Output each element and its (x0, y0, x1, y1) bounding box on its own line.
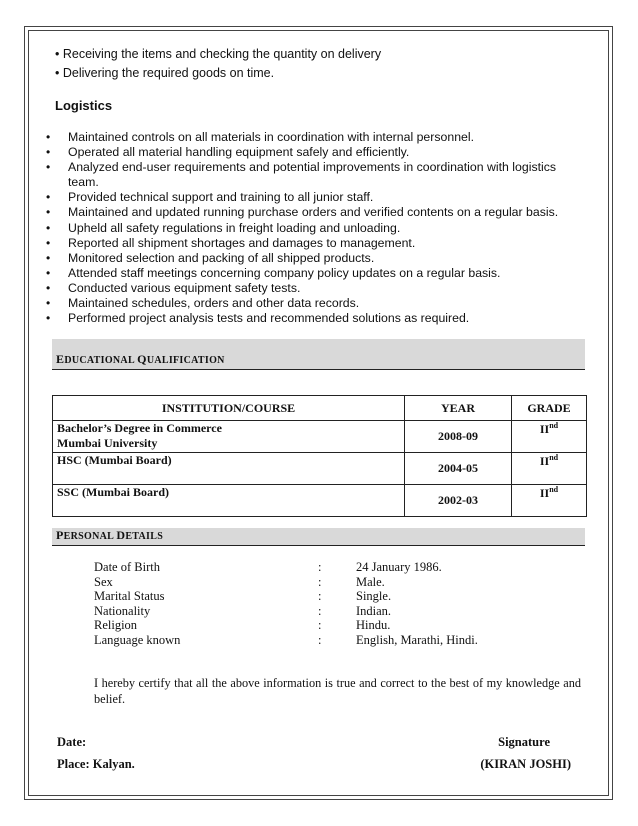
institution-name: Mumbai University (57, 436, 158, 450)
personal-label: Religion (94, 618, 138, 633)
header-grade: GRADE (512, 396, 587, 421)
grade-cell: IInd (512, 485, 587, 517)
year-cell: 2004-05 (405, 453, 512, 485)
list-item: • Maintained and updated running purchase orders and verified contents on a regular basis. (46, 205, 586, 220)
personal-label: Sex (94, 574, 113, 589)
year-cell: 2008-09 (405, 421, 512, 453)
course-name: HSC (Mumbai Board) (57, 453, 172, 467)
list-item: • Conducted various equipment safety tests. (46, 281, 586, 296)
date-label: Date: (57, 735, 87, 749)
table-header-row (53, 396, 587, 421)
education-section-title: EDUCATIONAL QUALIFICATION (56, 352, 225, 366)
header-year: YEAR (405, 396, 512, 421)
list-item: • Performed project analysis tests and recommended solutions as required. (46, 311, 586, 326)
separator: : (318, 632, 322, 647)
list-item: • Analyzed end-user requirements and potential improvements in coordination with logistics team. (46, 160, 586, 190)
personal-label: Marital Status (94, 589, 165, 604)
personal-value: Male. (356, 574, 385, 589)
personal-value: Single. (356, 589, 392, 604)
grade-cell: IInd (512, 453, 587, 485)
grade-cell: IInd (512, 421, 587, 453)
logistics-list (46, 130, 586, 326)
list-item: • Upheld all safety regulations in freight loading and unloading. (46, 221, 586, 236)
personal-section-bar (52, 528, 585, 546)
signatory-name: (KIRAN JOSHI) (480, 757, 571, 771)
list-item: • Maintained controls on all materials in coordination with internal personnel. (46, 130, 586, 145)
separator: : (318, 603, 322, 618)
personal-label: Language known (94, 632, 181, 647)
course-cell (53, 485, 405, 517)
place-label: Place: Kalyan. (57, 757, 135, 771)
personal-value: Indian. (356, 603, 392, 618)
top-bullet-item: • Receiving the items and checking the quantity on delivery (55, 47, 382, 61)
course-name: Bachelor’s Degree in Commerce (57, 421, 222, 435)
list-item: • Maintained schedules, orders and other data records. (46, 296, 586, 311)
list-item: • Provided technical support and training to all junior staff. (46, 190, 586, 205)
list-item: • Attended staff meetings concerning company policy updates on a regular basis. (46, 266, 586, 281)
list-item: • Operated all material handling equipment safely and efficiently. (46, 145, 586, 160)
separator: : (318, 589, 322, 604)
list-item: • Monitored selection and packing of all shipped products. (46, 251, 586, 266)
personal-value: Hindu. (356, 618, 391, 633)
education-section-bar (52, 339, 585, 370)
personal-label: Nationality (94, 603, 151, 618)
personal-value: English, Marathi, Hindi. (356, 632, 478, 647)
year-cell: 2002-03 (405, 485, 512, 517)
table-row (53, 485, 587, 517)
course-cell (53, 453, 405, 485)
education-table (52, 395, 587, 517)
course-name: SSC (Mumbai Board) (57, 485, 170, 499)
personal-label: Date of Birth (94, 560, 160, 574)
separator: : (318, 618, 322, 633)
header-institution: INSTITUTION/COURSE (53, 396, 405, 421)
separator: : (318, 574, 322, 589)
signature-label: Signature (498, 735, 550, 749)
course-cell (53, 421, 405, 453)
personal-value: 24 January 1986. (356, 560, 442, 574)
personal-section-title: PERSONAL DETAILS (56, 528, 164, 542)
certification-text: I hereby certify that all the above information is true and correct to the best of my knowledge and belief. (94, 676, 581, 706)
top-bullet-item: • Delivering the required goods on time. (55, 66, 275, 80)
table-row (53, 421, 587, 453)
logistics-heading: Logistics (55, 98, 113, 113)
separator: : (318, 560, 322, 574)
table-row (53, 453, 587, 485)
top-bullet-list (55, 45, 381, 83)
list-item: • Reported all shipment shortages and damages to management. (46, 236, 586, 251)
